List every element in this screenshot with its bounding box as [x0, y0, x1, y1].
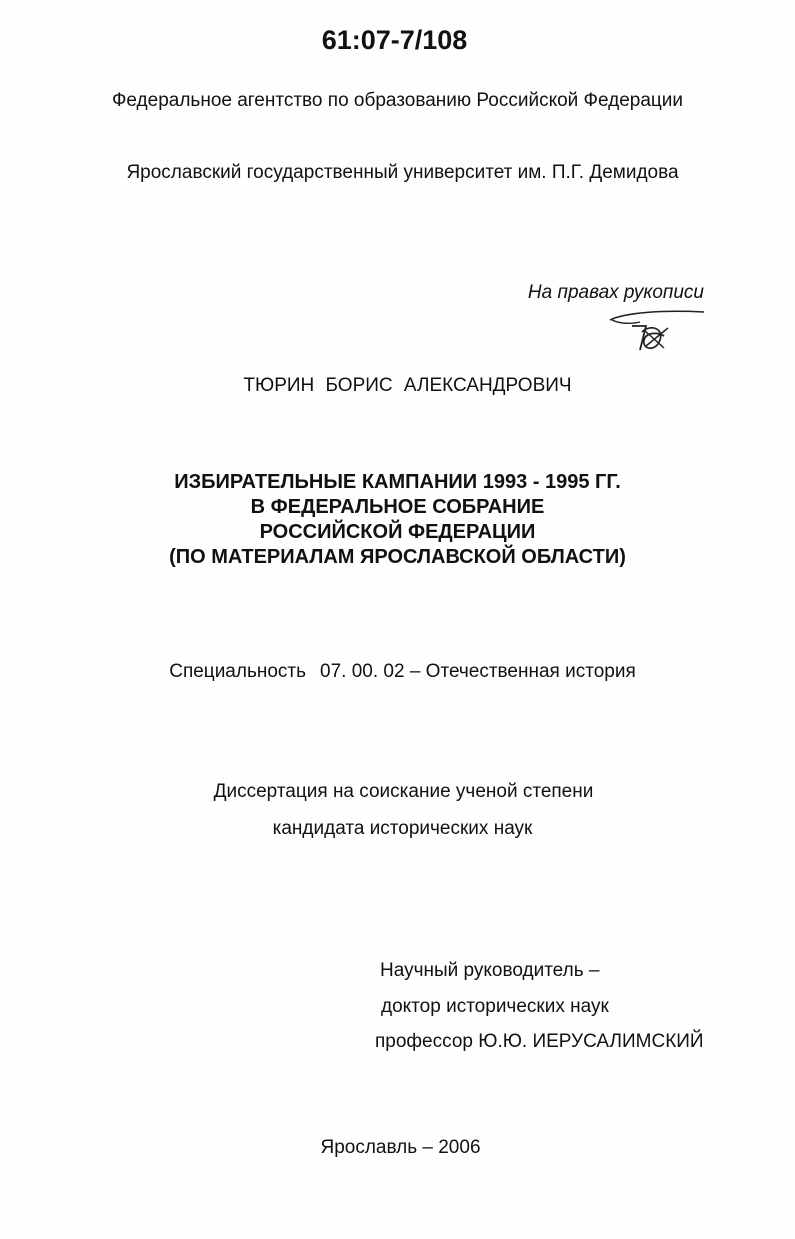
specialty — [5, 660, 795, 684]
advisor-degree: доктор исторических наук — [381, 996, 609, 1017]
title-line: РОССИЙСКОЙ ФЕДЕРАЦИИ — [259, 521, 536, 543]
rights-note: На правах рукописи — [527, 282, 704, 303]
agency-name: Федеральное агентство по образованию Российской Федерации — [111, 90, 684, 111]
author-name: ТЮРИН БОРИС АЛЕКСАНДРОВИЧ — [243, 375, 572, 396]
handwritten-signature — [606, 306, 710, 356]
specialty-label: Специальность — [169, 661, 307, 682]
advisor-role: Научный руководитель – — [380, 960, 600, 981]
city-year: Ярославль – 2006 — [320, 1137, 481, 1158]
catalog-number: 61:07-7/108 — [321, 25, 468, 55]
advisor-name: профессор Ю.Ю. ИЕРУСАЛИМСКИЙ — [375, 1031, 704, 1052]
university-name: Ярославский государственный университет им. П.Г. Демидова — [126, 162, 679, 183]
title-line: В ФЕДЕРАЛЬНОЕ СОБРАНИЕ — [250, 496, 545, 518]
thesis-degree-line-2: кандидата исторических наук — [272, 818, 533, 839]
dissertation-title — [0, 470, 795, 570]
title-line: (ПО МАТЕРИАЛАМ ЯРОСЛАВСКОЙ ОБЛАСТИ) — [169, 546, 626, 568]
title-line: ИЗБИРАТЕЛЬНЫЕ КАМПАНИИ 1993 - 1995 ГГ. — [174, 471, 621, 493]
thesis-degree-line-1: Диссертация на соискание ученой степени — [213, 781, 594, 802]
specialty-value: 07. 00. 02 – Отечественная история — [320, 661, 636, 682]
